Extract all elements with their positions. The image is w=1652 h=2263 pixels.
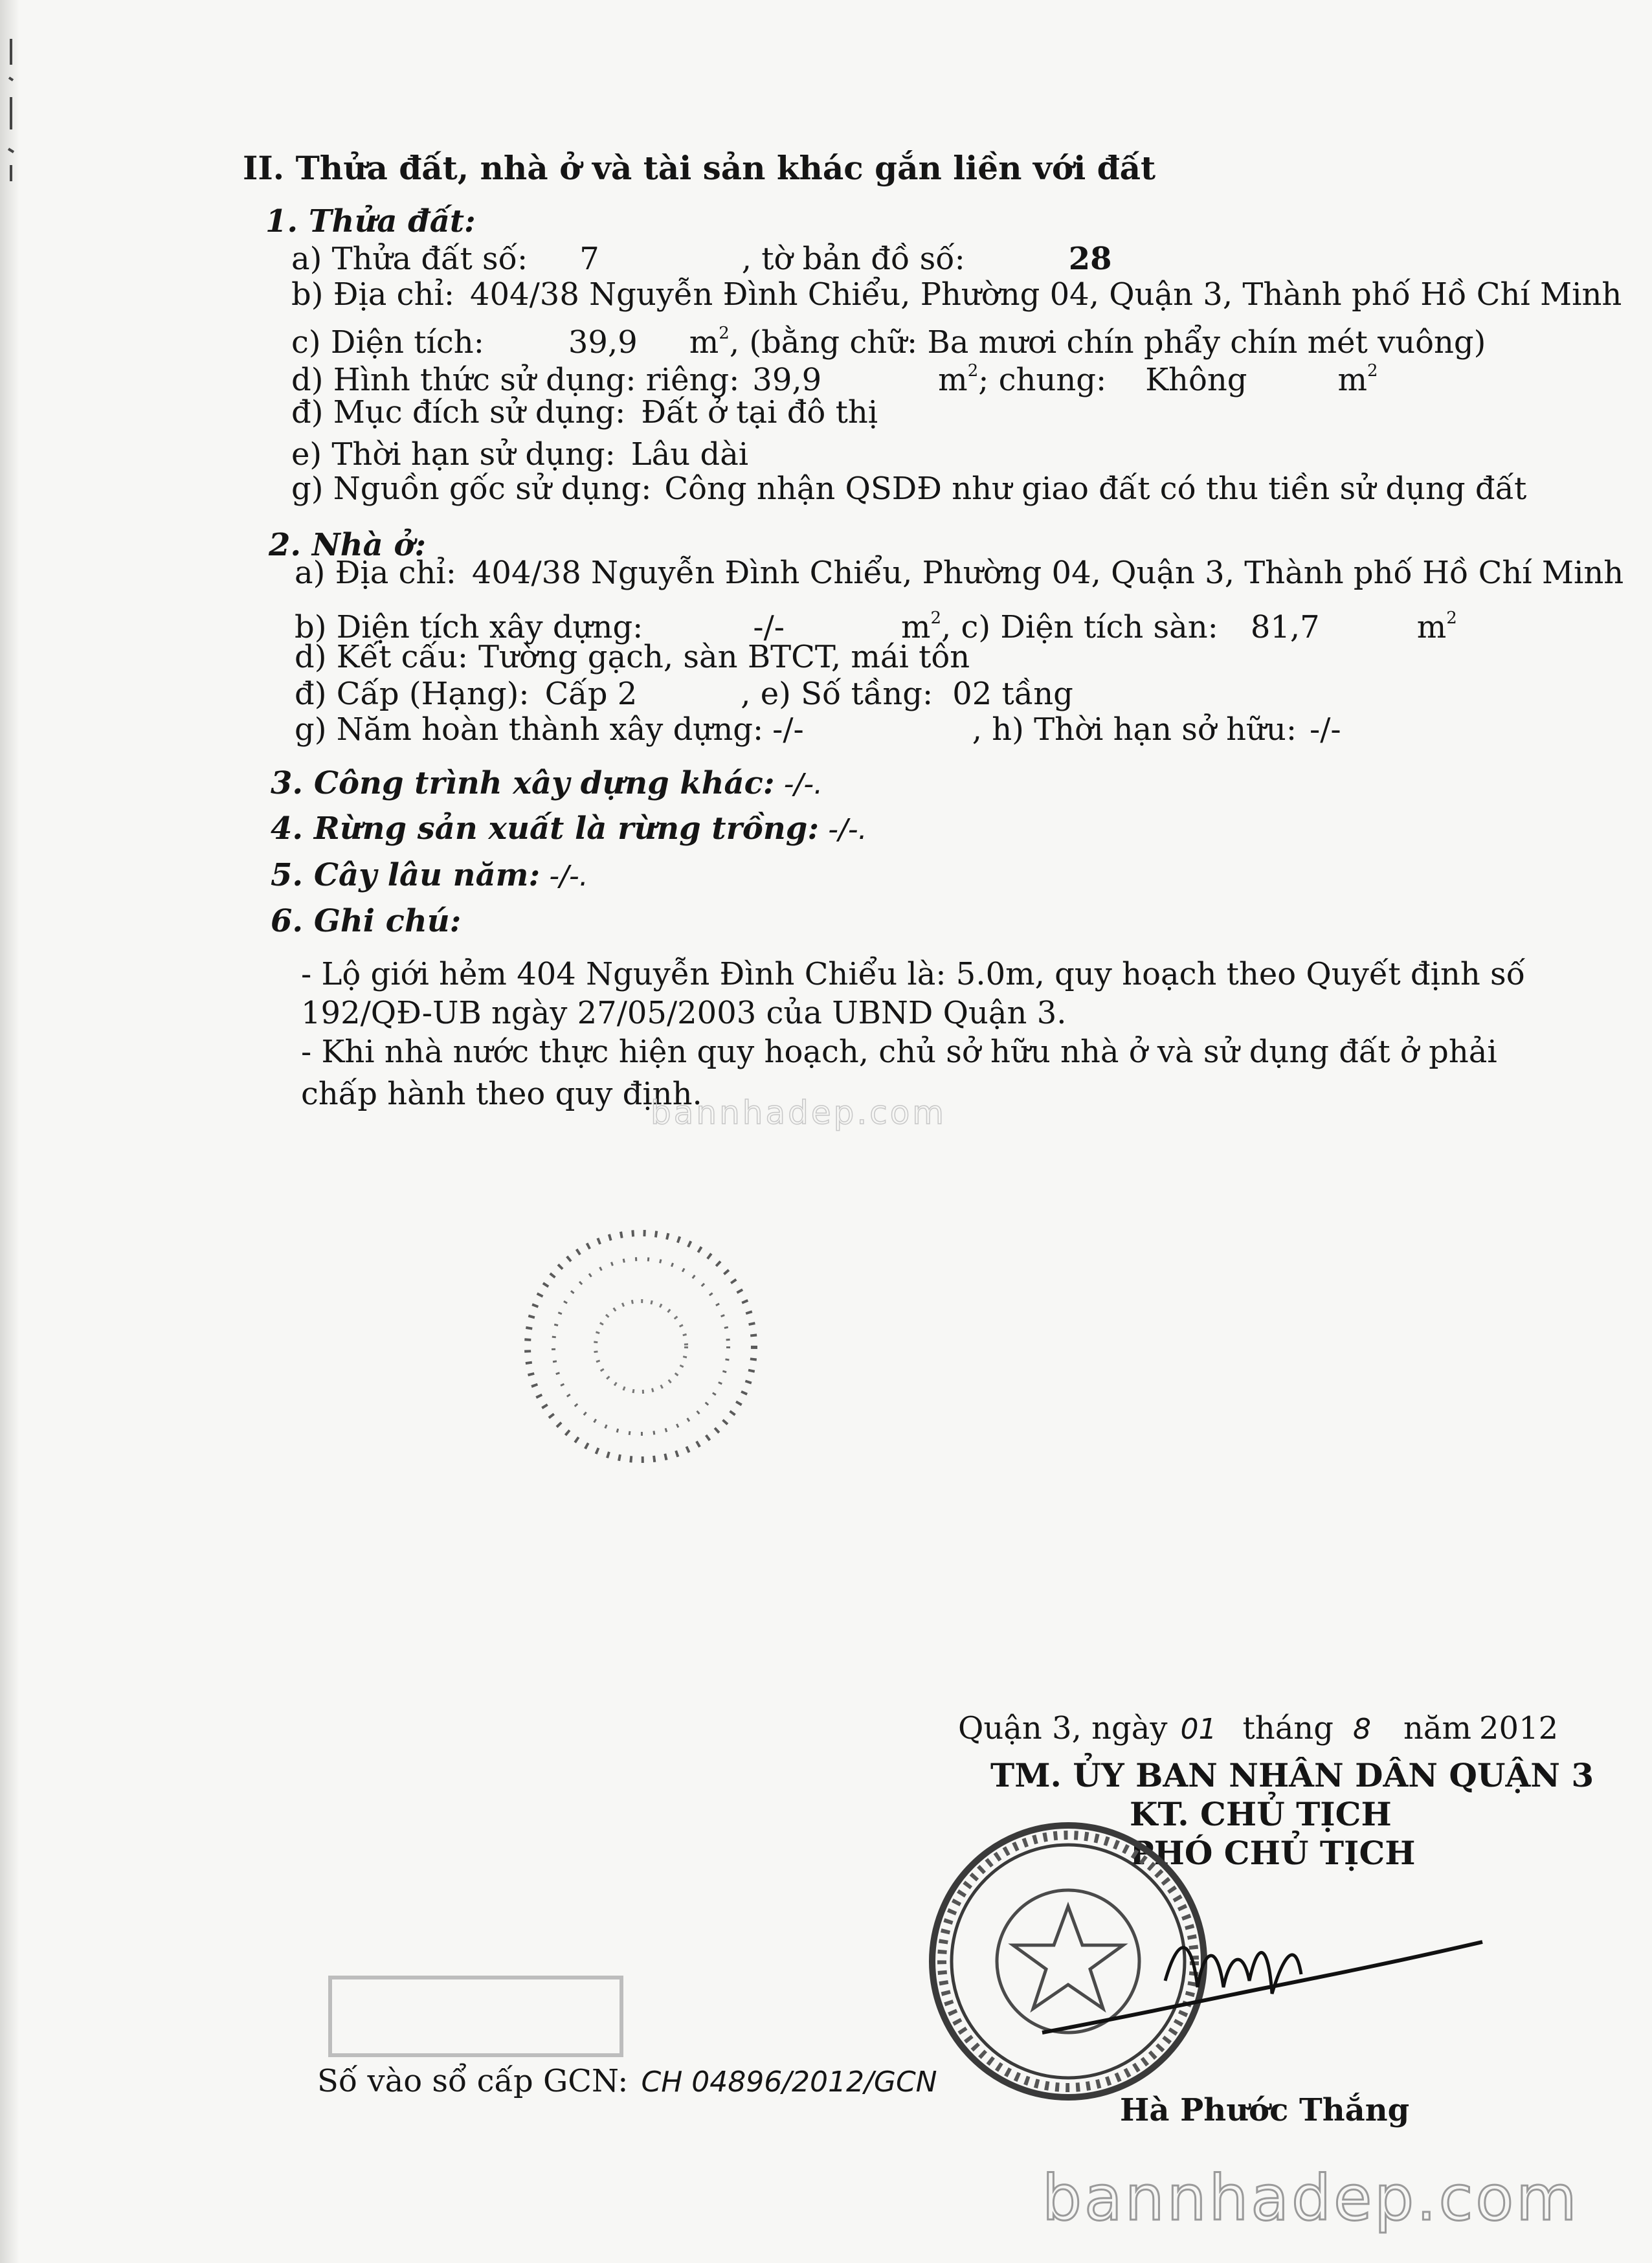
margin-mark xyxy=(5,39,17,181)
usage-private-value: 39,9 xyxy=(752,362,822,398)
completion-value: -/- xyxy=(772,711,804,748)
other-works-row: 3. Công trình xây dựng khác: -/-. xyxy=(271,765,823,801)
purpose-value: Đất ở tại đô thị xyxy=(641,394,878,430)
address-value: 404/38 Nguyễn Đình Chiểu, Phường 04, Quận 3, Thành phố Hồ Chí Minh xyxy=(470,276,1622,313)
signer-name: Hà Phước Thắng xyxy=(1120,2092,1410,2128)
ownership-term-value: -/- xyxy=(1310,711,1341,748)
signature-org: TM. ỦY BAN NHÂN DÂN QUẬN 3 xyxy=(990,1756,1594,1794)
perennial-row: 5. Cây lâu năm: -/-. xyxy=(271,857,588,893)
section-title: II. Thửa đất, nhà ở và tài sản khác gắn liền với đất xyxy=(243,149,1156,187)
usage-shared-value: Không xyxy=(1145,362,1247,398)
watermark-large: bannhadep.com xyxy=(1042,2162,1579,2235)
term-value: Lâu dài xyxy=(631,436,749,473)
house-address-value: 404/38 Nguyễn Đình Chiểu, Phường 04, Quận 3, Thành phố Hồ Chí Minh xyxy=(471,555,1624,591)
land-heading: 1. Thửa đất: xyxy=(265,203,476,240)
forest-row: 4. Rừng sản xuất là rừng trồng: -/-. xyxy=(271,810,867,847)
floor-area-value: 81,7 xyxy=(1250,609,1320,645)
floors-value: 02 tầng xyxy=(952,676,1073,712)
area-words: , (bằng chữ: Ba mươi chín phẩy chín mét vuông) xyxy=(729,324,1486,361)
land-address-row xyxy=(291,275,1622,314)
grade-value: Cấp 2 xyxy=(544,676,638,712)
build-area-value: -/- xyxy=(753,609,785,645)
map-value: 28 xyxy=(1068,241,1112,277)
house-heading: 2. Nhà ở: xyxy=(269,527,427,563)
faint-rect-stamp xyxy=(327,1974,625,2058)
registry-value: CH 04896/2012/GCN xyxy=(641,2066,937,2099)
land-term-row: e) Thời hạn sử dụng: Lâu dài xyxy=(291,436,749,473)
house-completion-row: g) Năm hoàn thành xây dựng: -/- , h) Thời hạn sở hữu: -/- xyxy=(295,711,1341,748)
date-month: 8 xyxy=(1352,1713,1371,1746)
notes-heading: 6. Ghi chú: xyxy=(271,903,462,939)
land-usage-form-row: d) Hình thức sử dụng: riêng: 39,9 $m^2$; chung: Không $m^2$ xyxy=(291,361,1378,398)
date-day: 01 xyxy=(1180,1713,1217,1746)
house-area-row: b) Diện tích xây dựng: -/- $m^2$, c) Diện tích sàn: 81,7 $m^2$ xyxy=(295,608,1457,645)
date-year: 2012 xyxy=(1479,1710,1559,1746)
registry-label: Số vào sổ cấp GCN: xyxy=(317,2063,629,2099)
land-area-row: c) Diện tích: 39,9 $m^2$, (bằng chữ: Ba mươi chín phẩy chín mét vuông) xyxy=(291,324,1486,361)
house-address-row: a) Địa chỉ: 404/38 Nguyễn Đình Chiểu, Phường 04, Quận 3, Thành phố Hồ Chí Minh xyxy=(295,555,1624,591)
house-structure-row: d) Kết cấu: Tường gạch, sàn BTCT, mái tôn xyxy=(295,639,970,675)
structure-value: Tường gạch, sàn BTCT, mái tôn xyxy=(478,639,970,675)
signature-role-2: PHÓ CHỦ TỊCH xyxy=(1130,1834,1416,1872)
land-plot-row xyxy=(291,240,1112,278)
land-origin-row: g) Nguồn gốc sử dụng: Công nhận QSDĐ như giao đất có thu tiền sử dụng đất xyxy=(291,471,1527,507)
watermark-small: bannhadep.com xyxy=(651,1094,947,1132)
origin-value: Công nhận QSDĐ như giao đất có thu tiền sử dụng đất xyxy=(664,471,1527,507)
plot-label: a) Thửa đất số: xyxy=(291,241,528,277)
address-label: b) Địa chỉ: xyxy=(291,276,454,313)
land-purpose-row: đ) Mục đích sử dụng: Đất ở tại đô thị xyxy=(291,394,878,430)
map-label: , tờ bản đồ số: xyxy=(741,241,965,277)
scan-edge xyxy=(0,0,19,2263)
note-line-2: 192/QĐ-UB ngày 27/05/2003 của UBND Quận 3. xyxy=(301,995,1067,1031)
date-line: Quận 3, ngày 01 tháng 8 năm 2012 xyxy=(958,1710,1559,1746)
registry-row xyxy=(317,2062,937,2102)
note-line-3: - Khi nhà nước thực hiện quy hoạch, chủ sở hữu nhà ở và sử dụng đất ở phải xyxy=(301,1034,1497,1070)
area-value: 39,9 xyxy=(568,324,638,361)
house-grade-row: đ) Cấp (Hạng): Cấp 2 , e) Số tầng: 02 tầng xyxy=(295,676,1073,712)
note-line-4: chấp hành theo quy định. xyxy=(301,1076,702,1112)
note-line-1: - Lộ giới hẻm 404 Nguyễn Đình Chiểu là: 5.0m, quy hoạch theo Quyết định số xyxy=(301,956,1526,992)
plot-value: 7 xyxy=(579,241,599,277)
signature-scribble xyxy=(1036,1910,1489,2052)
faint-seal xyxy=(511,1217,770,1476)
signature-role-1: KT. CHỦ TỊCH xyxy=(1130,1795,1392,1833)
area-label: c) Diện tích: xyxy=(291,324,484,361)
